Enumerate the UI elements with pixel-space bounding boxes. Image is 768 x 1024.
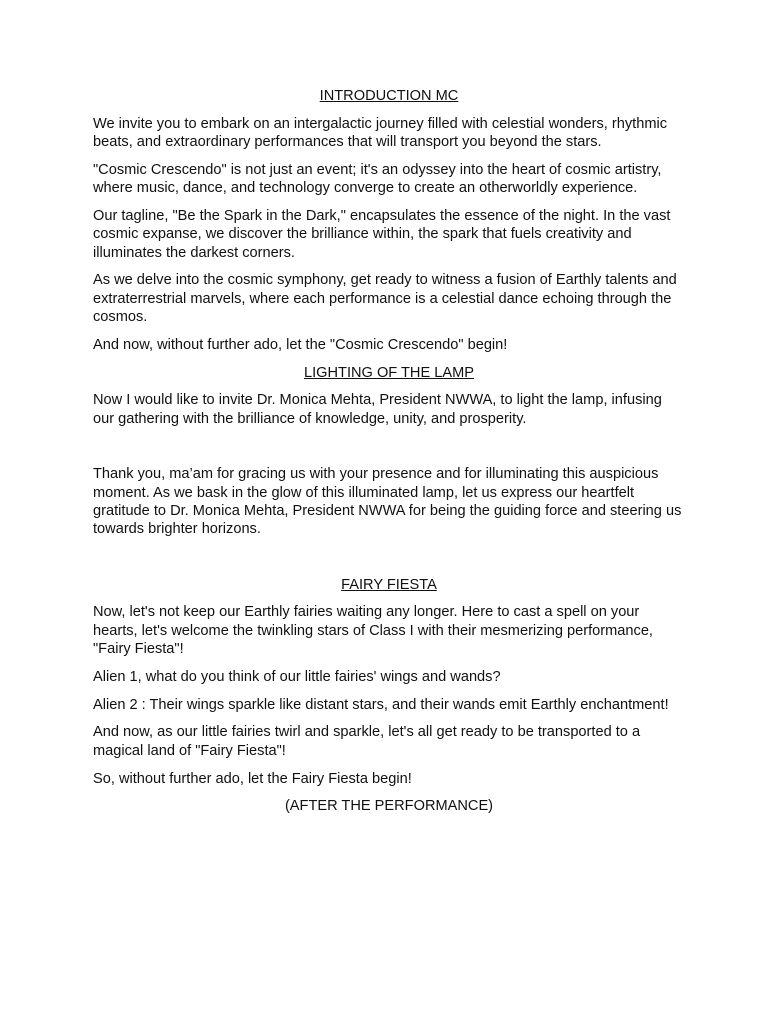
lamp-paragraph-1: Now I would like to invite Dr. Monica Mehta, President NWWA, to light the lamp, infusing our gathering with the brilliance of knowledge, unity, and prosperity. <box>93 392 662 427</box>
after-performance-note: (AFTER THE PERFORMANCE) <box>284 798 494 815</box>
intro-paragraph-2: "Cosmic Crescendo" is not just an event; it's an odyssey into the heart of cosmic artistry, where music, dance, and technology converge to create an otherworldly experience. <box>93 161 662 197</box>
intro-paragraph-1: We invite you to embark on an intergalactic journey filled with celestial wonders, rhythmic beats, and extraordinary performances that will transport you beyond the stars. <box>93 115 668 151</box>
intro-paragraph-5: And now, without further ado, let the "Cosmic Crescendo" begin! <box>93 336 508 353</box>
fairy-paragraph-2: Alien 1, what do you think of our little fairies' wings and wands? <box>93 668 501 685</box>
fairy-paragraph-5: So, without further ado, let the Fairy Fiesta begin! <box>93 770 412 787</box>
heading-lighting-of-the-lamp: LIGHTING OF THE LAMP <box>303 364 475 381</box>
document-body <box>93 87 685 816</box>
lamp-paragraph-2: Thank you, ma’am for gracing us with your presence and for illuminating this auspicious moment. As we bask in the glow of this illuminated lamp, let us express our heartfelt gratitude to Dr. Monica Mehta, President NWWA for being the guiding force and steering us towards brighter horizons. <box>93 466 682 538</box>
heading-introduction-mc: INTRODUCTION MC <box>319 88 459 104</box>
fairy-paragraph-4: And now, as our little fairies twirl and sparkle, let's all get ready to be transported to a magical land of "Fairy Fiesta"! <box>93 724 641 759</box>
heading-fairy-fiesta: FAIRY FIESTA <box>341 576 437 593</box>
fairy-paragraph-3: Alien 2 : Their wings sparkle like distant stars, and their wands emit Earthly enchantment! <box>93 696 669 713</box>
intro-paragraph-4: As we delve into the cosmic symphony, get ready to witness a fusion of Earthly talents and extraterrestrial marvels, where each performance is a celestial dance echoing through the cosmos. <box>93 272 677 325</box>
fairy-paragraph-1: Now, let's not keep our Earthly fairies waiting any longer. Here to cast a spell on your hearts, let's welcome the twinkling stars of Class I with their mesmerizing performance, "Fairy Fiesta"! <box>93 604 653 658</box>
intro-paragraph-3: Our tagline, "Be the Spark in the Dark," encapsulates the essence of the night. In the vast cosmic expanse, we discover the brilliance within, the spark that fuels creativity and illuminates the darkest corners. <box>93 207 671 261</box>
